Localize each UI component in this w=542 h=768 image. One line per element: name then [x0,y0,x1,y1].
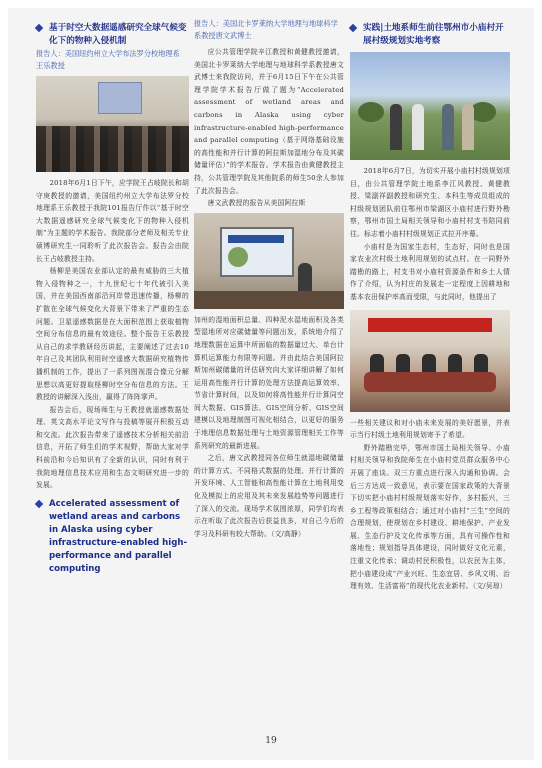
paragraph: 加州的湿地面积总量、四种泥水湿地面积及各类型湿地所对应碳储量等问题出发，系统地介绍了地理数据在运算中所面临的数据量过大、单台计算机运算能力有限等问题。并由此结合美国阿拉斯加州碳储量的评估研究向大家详细讲解了如何运用高性能并行计算的处理方法提高运算效率、节省计算时间，以及如何将高性能并行计算同空间大数据、GIS算法、GIS空间分析、GIS空间建模以及地理制图可视化相结合，以更好的服务于地理信息数据处理与土地资源管理相关工作等系列研究的最新进展。 [194,315,344,450]
red-banner [368,318,492,332]
presentation-slide [220,227,294,277]
paragraph: 小庙村是为国家生态村，生态好，同时也是国家农业次村级土地利用规划的试点村。在一同野外踏勘的路上，村支书对小庙村资源条件和乡土人情作了介绍，认为村庄的发展走一定程度上因耕地和基本农田保护率高而受限，与此同时，他提出了 [350,242,510,301]
meeting-photo [350,310,510,412]
speaker-figure [298,263,312,293]
diamond-bullet-icon [349,24,357,32]
paragraph: 2018年6月1日下午，应学院王占岐院长和胡守庚教授的邀请，美国纽约州立大学布法罗分校地理系王乐教授于我院101报告厅作以“基于时空大数据遥感研究全球气候变化下的物种入侵机制”为主题的学术报告。我院部分老师及相关专业硕博研究生一同聆听了此次报告会。报告会由院长王占岐教授主持。 [36,179,189,263]
audience-rows [36,126,189,172]
heading-text: Accelerated assessment of wetland areas and carbons in Alaska using cyber infrastructure-enabled high-performance and parallel computing [49,498,188,574]
meeting-table [364,372,496,392]
heading-text: 基于时空大数据遥感研究全球气候变化下的物种入侵机制 [49,23,187,46]
diamond-bullet-icon [35,500,43,508]
heading-text: 实践|土地系师生前往鄂州市小庙村开展村级规划实地考察 [363,23,504,46]
article-heading-species-invasion [36,22,189,48]
person-figure [462,104,474,150]
tree [358,102,384,122]
paragraph: 2018年6月7日，为切实开展小庙村村级规划项目，由公共管理学院土地系李江风教授、黄健教授、梁副祥副教授和研究生、本科生等成员组成的村级规划团队前往鄂州市梁湖区小庙村进行野外勘察，鄂州市国土局相关领导和小庙村村支书陪同前往。标志着小庙村村级规划正式拉开序幕。 [350,167,510,238]
slide-logo [228,247,248,267]
paragraph: 一些相关建议和对小庙未来发展的美好愿景，并表示当行村级土地利用规划寄予了希望。 [350,418,510,440]
diamond-bullet-icon [35,24,43,32]
article-heading-wetland [36,498,189,576]
paragraph: 报告会后，现场师生与王教授就遥感数据处理、英文高水平论文写作与投稿等展开积极互动和交流。此次报告带来了遥感技术分析相关前沿信息，开拓了师生们的学术视野，帮助大家对学科前沿和今后知识有了全新的认识，同时有利于我院地理信息技术应用和生态文明研究进一步的发展。 [36,405,189,490]
column-left [36,22,189,576]
paragraph: 之后，唐文武教授同各位师生就湿地碳储量的计算方式、不同格式数据的处理、并行计算的开发环境、人工智能和高性能计算在土地利用变化及模拟上的应用及其未来发展趋势等问题进行了深入的交流。现场学术氛围浓厚，同学们均表示在听取了此次报告后获益良多，对自己今后的学习及科研有较大帮助。（文/高静） [194,454,344,538]
lecture-hall-photo [36,76,189,172]
speaker-line: 报告人：美国纽约州立大学布法罗分校地理系 王乐教授 [36,49,180,70]
article-heading-field-trip [350,22,510,48]
column-middle [194,18,344,540]
lecture-photo [194,213,344,309]
paragraph: 杨柳是美国农业部认定的最有威胁的三大植物入侵物种之一，十九世纪七十年代被引入美国，并在美国西南部沿河岸带迅速传播，杨柳的扩散在全球气候变化大背景下带来了严重的生态问题。卫星遥感数据是在大面积范围上获取植物空间分布信息的最有效途径。整个报告王乐教授从自己的求学教研经历讲起，主要阐述了过去10年自己及其团队利用时空遥感大数据研究植物传播机制的工作，提出了一系列图视混合像元分解思想以高更好提取柽柳时空分布信息的方法。王教授的讲解深入浅出，赢得了阵阵掌声。 [36,267,189,402]
paragraph: 唐文武教授的报告从美国阿拉斯 [207,199,306,208]
paragraph: 野外踏勘完毕，鄂州市国土局相关领导、小庙村相关领导和我院师生在小庙村党员群众服务中心开展了座谈。双三方重点进行深入沟通和协调。会后三方达成一致意见，表示要在国家政策的大背景下切实把小庙村村级规划落实好作，多村振兴，三乡工程等政策相结合；通过对小庙村“三生”空间的合理规划，使规划在乡村建设、耕地保护、产业发展、生态行护及文化传承等方面，具有可操作性和落地性；规划指导具体建设，同时做好文化元素，注重文化传承；调动村民积极性，以农民为主体，把小庙建设成“产业兴旺、生态宜居、乡风文明、治理有效、生活富裕”的现代化农业新村。（文/吴琼） [350,443,510,591]
person-figure [442,104,454,150]
column-right [350,22,510,593]
person-figure [412,104,424,150]
slide-banner [228,235,284,243]
speaker-line: 报告人：美国北卡罗莱纳大学地理与地球科学系教授唐文武博士 [194,19,338,40]
page-number: 19 [265,736,277,746]
person-figure [390,104,402,150]
field-survey-photo [350,52,510,160]
paragraph: 应公共管理学院辛江教授和黄健教授邀请，美国北卡罗莱纳大学地理与地球科学系教授唐文武博士来我院访问，并于6月15日下午在公共管理学院学术报告厅做了题为“Accelerated assessment of wetland areas and carbons in Alaska using cyber infrastructure-enabled high-performance and parallel computing（基于网络基础设施的高性能和并行计算的阿拉斯加湿地分布及其碳储量评估）”的学术报告。学术报告由黄健教授主持，公共管理学院及其他院系的师生50余人参加了此次报告会。 [194,48,344,195]
podium [194,291,344,309]
projector-screen [98,82,142,114]
